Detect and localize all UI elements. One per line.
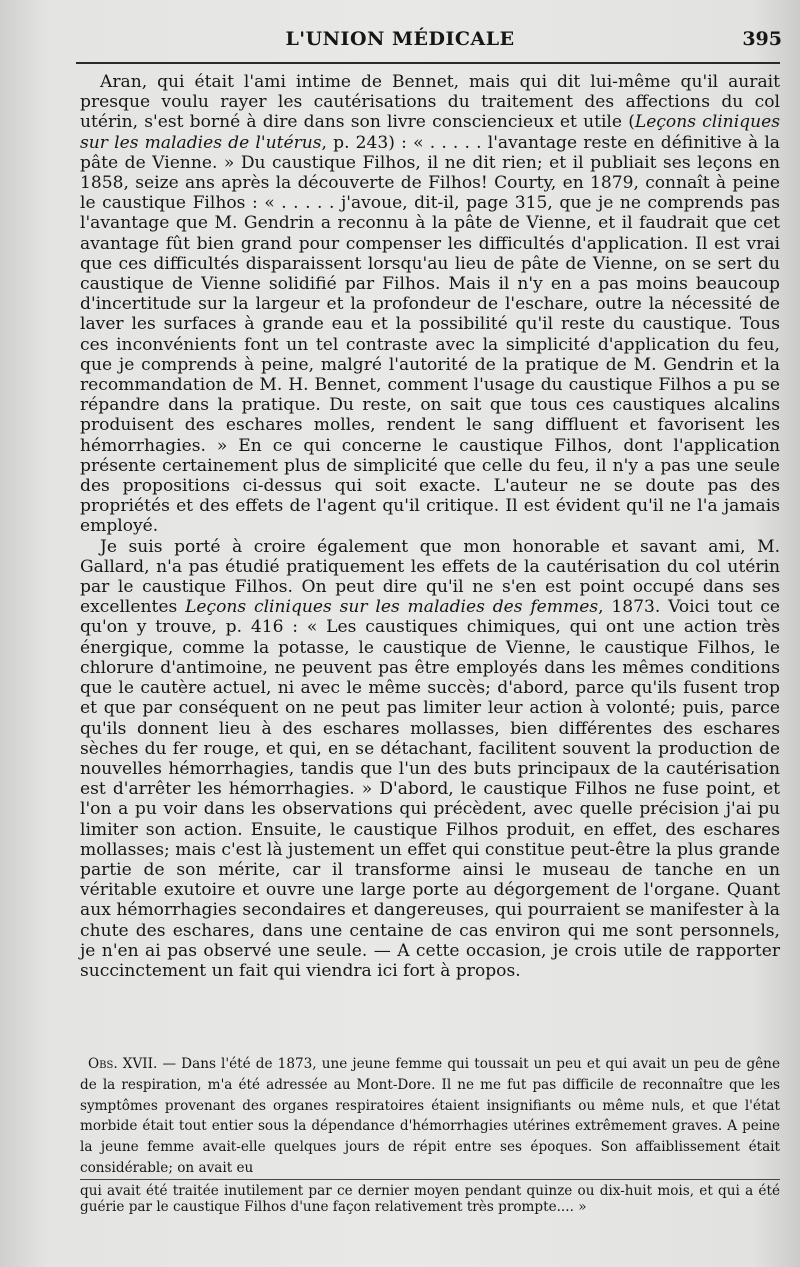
observation-text: — Dans l'été de 1873, une jeune femme qui toussait un peu et qui avait un peu de gêne de la respiration, m'a été adressée au Mont-Dore. Il ne me fut pas difficile de reconnaître que les symptômes provenant des organes respiratoires étaient insignifiants ou même nuls, et que l'état morbide était tout entier sous la dépendance d'hémorrhagies utérines extrêmement graves. A peine la jeune femme avait-elle quelques jours de répit entre ses époques. Son affaiblissement était considérable; on avait eu: [80, 1056, 780, 1176]
paragraph-gallard-part-2: , 1873. Voici tout ce qu'on y trouve, p. 416 : « Les caustiques chimiques, qui ont une action très énergique, comme la potasse, le caustique de Vienne, le caustique Filhos, le chlorure d'antimoine, ne peuvent pas être employés dans les mêmes conditions que le cautère actuel, ni avec le même succès; d'abord, parce qu'ils fusent trop et que par conséquent on ne peut pas limiter leur action à volonté; puis, parce qu'ils donnent lieu à des eschares mollasses, bien différentes des eschares sèches du fer rouge, et qui, en se détachant, facilitent souvent la production de nouvelles hémorrhagies, tandis que l'un des buts principaux de la cautérisation est d'arrêter les hémorrhagies. » D'abord, le caustique Filhos ne fuse point, et l'on a pu voir dans les observations qui précèdent, avec quelle précision j'ai pu limiter son action. Ensuite, le caustique Filhos produit, en effet, des eschares mollasses; mais c'est là justement un effet qui constitue peut-être la plus grande partie de son mérite, car il transforme ainsi le museau de tanche en un véritable exutoire et ouvre une large porte au dégorgement de l'organe. Quant aux hémorrhagies secondaires et dangereuses, qui pourraient se manifester à la chute des eschares, dans une centaine de cas environ qui me sont personnels, je n'en ai pas observé une seule. — A cette occasion, je crois utile de rapporter succinctement un fait qui viendra ici fort à propos.: [80, 597, 780, 981]
book-title-aran: Leçons cliniques sur les maladies de l'utérus: [80, 112, 781, 153]
footnote-rule: [80, 1179, 780, 1180]
observation-label: Obs. XVII.: [88, 1056, 158, 1072]
footnote: [80, 1183, 780, 1215]
observation-block: [80, 1054, 780, 1179]
paragraph-gallard-part-1: Je suis porté à croire également que mon honorable et savant ami, M. Gallard, n'a pas étudié pratiquement les effets de la cautérisation du col utérin par le caustique Filhos. On peut dire qu'il ne s'en est point occupé dans ses excellentes: [80, 536, 780, 618]
body-text: [80, 72, 780, 981]
footnote-text: qui avait été traitée inutilement par ce dernier moyen pendant quinze ou dix-huit mois, et qui a été guérie par le caustique Filhos d'une façon relativement très prompte.... »: [80, 1183, 780, 1215]
header-rule: [76, 62, 780, 64]
observation-paragraph: [80, 1054, 780, 1179]
paragraph-aran-part-1: Aran, qui était l'ami intime de Bennet, mais qui dit lui-même qu'il aurait presque voulu rayer les cautérisations du traitement des affections du col utérin, s'est borné à dire dans son livre consciencieux et utile (: [80, 72, 780, 133]
paragraph-aran: [80, 72, 780, 537]
running-title: L'UNION MÉDICALE: [285, 28, 515, 50]
page-number: 395: [742, 28, 782, 50]
paragraph-aran-part-2: , p. 243) : « . . . . . l'avantage reste en définitive à la pâte de Vienne. » Du caustique Filhos, il ne dit rien; et il publiait ses leçons en 1858, seize ans après la découverte de Filhos! Courty, en 1879, connaît à peine le caustique Filhos : « . . . . . j'avoue, dit-il, page 315, que je ne comprends pas l'avantage que M. Gendrin a reconnu à la pâte de Vienne, et il faudrait que cet avantage fût bien grand pour compenser les difficultés d'application. Il est vrai que ces difficultés disparaissent lorsqu'au lieu de pâte de Vienne, on se sert du caustique de Vienne solidifié par Filhos. Mais il n'y en a pas moins beaucoup d'incertitude sur la largeur et la profondeur de l'eschare, outre la nécessité de laver les surfaces à grande eau et la possibilité qu'il reste du caustique. Tous ces inconvénients font un tel contraste avec la simplicité d'application du feu, que je comprends à peine, malgré l'autorité de la pratique de M. Gendrin et la recommandation de M. H. Bennet, comment l'usage du caustique Filhos a pu se répandre dans la pratique. Du reste, on sait que tous ces caustiques alcalins produisent des eschares molles, rendent le sang diffluent et favorisent les hémorrhagies. » En ce qui concerne le caustique Filhos, dont l'application présente certainement plus de simplicité que celle du feu, il n'y a pas une seule des propositions ci-dessus qui soit exacte. L'auteur ne se doute pas des propriétés et des effets de l'agent qu'il critique. Il est évident qu'il ne l'a jamais employé.: [80, 132, 780, 537]
paragraph-gallard: [80, 537, 780, 981]
book-title-gallard: Leçons cliniques sur les maladies des femmes: [185, 597, 599, 618]
